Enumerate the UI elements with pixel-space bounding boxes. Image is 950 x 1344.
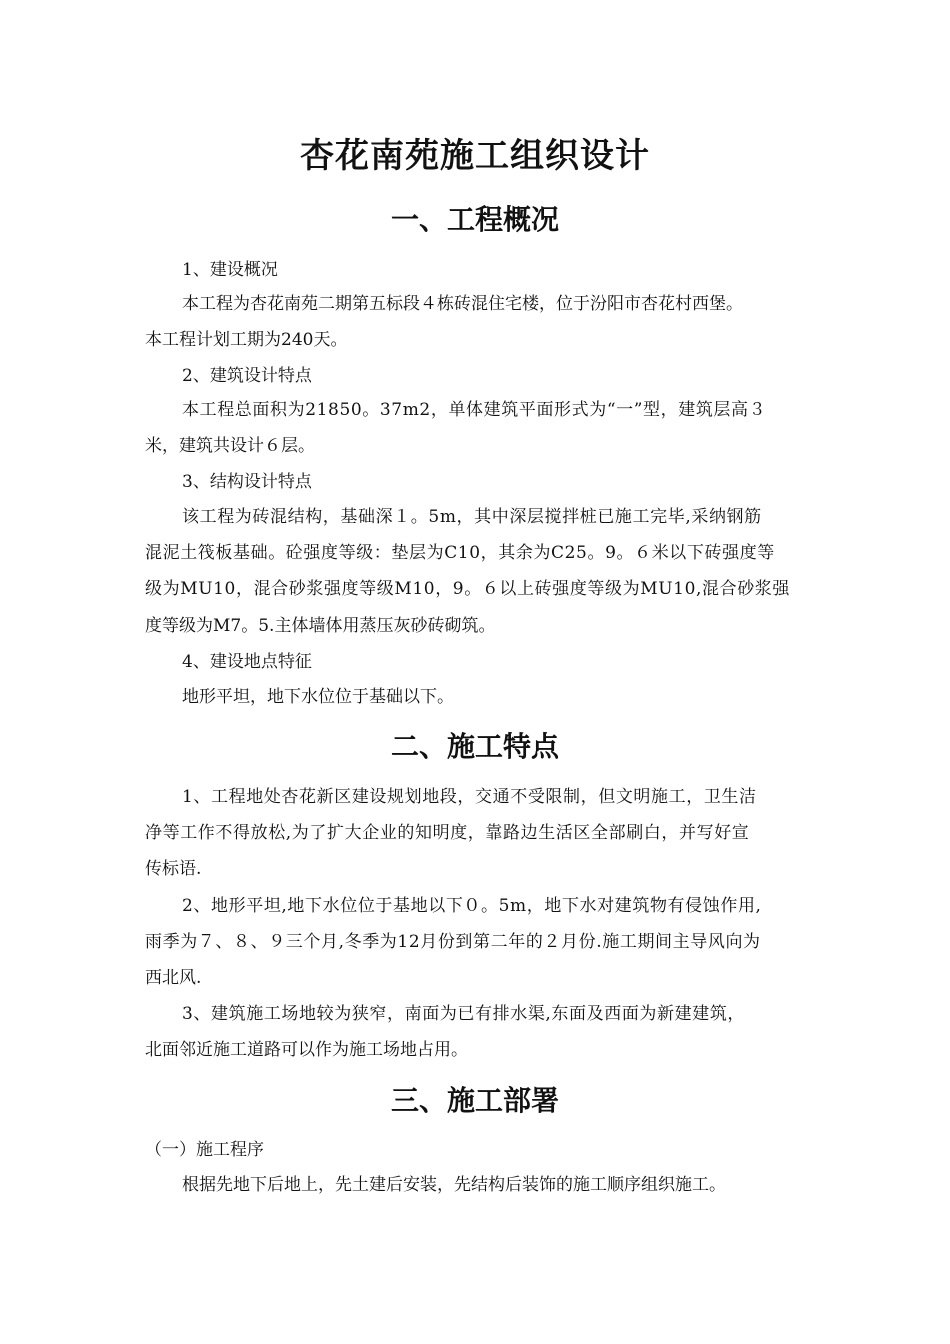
paragraph-line: 度等级为M7。5.主体墙体用蒸压灰砂砖砌筑。 [145,616,496,636]
section-heading-overview: 一、工程概况 [390,203,559,236]
paragraph-line: 本工程为杏花南苑二期第五标段４栋砖混住宅楼，位于汾阳市杏花村西堡。 [182,294,743,314]
paragraph-line: 该工程为砖混结构，基础深１。5m，其中深层搅拌桩已施工完毕,采纳钢筋 [182,507,762,527]
paragraph-line: 净等工作不得放松,为了扩大企业的知明度，靠路边生活区全部刷白，并写好宣 [145,823,750,843]
section-heading-features: 二、施工特点 [390,730,559,763]
paragraph-line: 雨季为７、８、９三个月,冬季为12月份到第二年的２月份.施工期间主导风向为 [145,932,761,952]
subheading-site-characteristics: 4、建设地点特征 [182,652,312,672]
section-heading-deployment: 三、施工部署 [390,1084,559,1117]
paragraph-line: 根据先地下后地上，先土建后安装，先结构后装饰的施工顺序组织施工。 [182,1175,726,1195]
subheading-architectural-features: 2、建筑设计特点 [182,366,312,386]
paragraph-line: 3、建筑施工场地较为狭窄，南面为已有排水渠,东面及西面为新建建筑， [182,1004,746,1024]
paragraph-line: 传标语. [145,859,202,879]
paragraph-line: 1、工程地处杏花新区建设规划地段，交通不受限制，但文明施工，卫生洁 [182,787,757,807]
paragraph-line: 级为MU10，混合砂浆强度等级M10，9。６以上砖强度等级为MU10,混合砂浆强 [145,579,790,599]
paragraph-line: 本工程总面积为21850。37m2，单体建筑平面形式为“一”型，建筑层高３ [182,400,767,420]
paragraph-line: 地形平坦，地下水位位于基础以下。 [182,687,454,707]
document-title: 杏花南苑施工组织设计 [300,136,650,176]
subheading-construction-overview: 1、建设概况 [182,260,278,280]
subheading-construction-procedure: （一）施工程序 [145,1140,264,1160]
paragraph-line: 本工程计划工期为240天。 [145,330,348,350]
paragraph-line: 混泥土筏板基础。砼强度等级：垫层为C10，其余为C25。9。６米以下砖强度等 [145,543,775,563]
paragraph-line: 米，建筑共设计６层。 [145,436,315,456]
paragraph-line: 西北风. [145,968,202,988]
subheading-structural-features: 3、结构设计特点 [182,472,312,492]
paragraph-line: 北面邻近施工道路可以作为施工场地占用。 [145,1040,468,1060]
paragraph-line: 2、地形平坦,地下水位位于基地以下０。5m，地下水对建筑物有侵蚀作用, [182,896,762,916]
